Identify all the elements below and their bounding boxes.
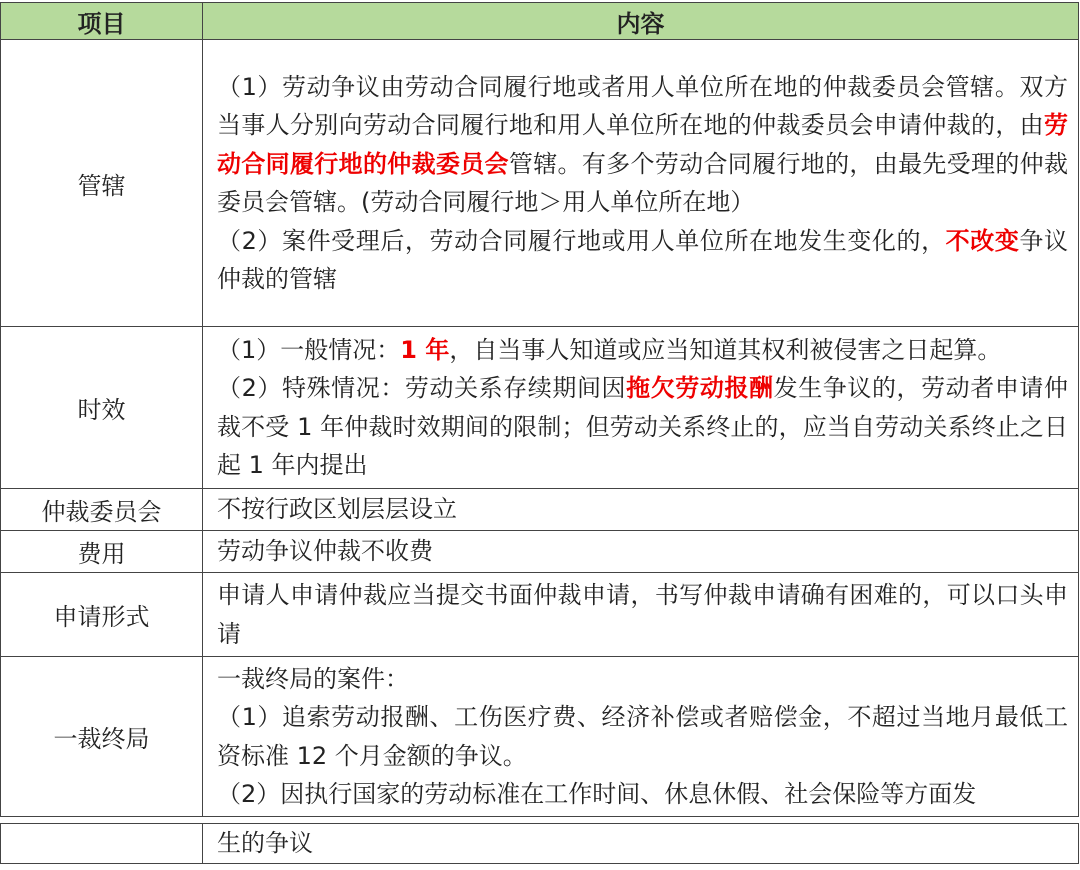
text: 争议仲裁的管辖	[217, 226, 1069, 293]
table-row	[1, 824, 1079, 864]
table-row	[1, 573, 1079, 657]
row-content-continued: 生的争议	[203, 824, 1079, 864]
text: （2）案件受理后，劳动合同履行地或用人单位所在地发生变化的，	[217, 226, 946, 255]
text: 发生争议的，劳动者申请仲裁不受 1 年仲裁时效期间的限制；但劳动关系终止的，应当自劳动关系终止之日起 1 年内提出	[217, 374, 1069, 479]
paragraph: （1）追索劳动报酬、工伤医疗费、经济补偿或者赔偿金，不超过当地月最低工资标准 12 个月金额的争议。	[217, 703, 1068, 770]
table-row	[1, 531, 1079, 573]
row-content-committee: 不按行政区划层层设立	[203, 489, 1079, 531]
row-item-fees: 费用	[1, 531, 203, 573]
table-row	[1, 327, 1079, 489]
row-content-fees: 劳动争议仲裁不收费	[203, 531, 1079, 573]
row-item-committee: 仲裁委员会	[1, 489, 203, 531]
row-content-limitation	[203, 327, 1079, 489]
gap-cell	[203, 817, 1079, 824]
text: ，自当事人知道或应当知道其权利被侵害之日起算。	[449, 335, 1002, 364]
row-content-jurisdiction	[203, 40, 1079, 327]
paragraph	[217, 68, 1068, 222]
highlight-text: 劳动合同履行地的仲裁委员会	[217, 111, 1068, 178]
text: 管辖。有多个劳动合同履行地的，由最先受理的仲裁委员会管辖。(劳动合同履行地＞用人单位所在地）	[217, 149, 1069, 216]
highlight-text: 不改变	[945, 226, 1020, 255]
text: （1）一般情况：	[217, 335, 401, 364]
row-content-final-ruling	[203, 657, 1079, 817]
table-row	[1, 657, 1079, 817]
text: （1）劳动争议由劳动合同履行地或者用人单位所在地的仲裁委员会管辖。双方当事人分别向劳动合同履行地和用人单位所在地的仲裁委员会申请仲裁的，由	[217, 72, 1068, 139]
paragraph	[217, 222, 1068, 299]
paragraph: （2）因执行国家的劳动标准在工作时间、休息休假、社会保险等方面发	[217, 780, 977, 808]
paragraph	[217, 331, 1068, 370]
table-row	[1, 40, 1079, 327]
paragraph	[217, 369, 1068, 485]
header-item: 项目	[1, 3, 203, 40]
header-content: 内容	[203, 3, 1079, 40]
gap-cell	[1, 817, 203, 824]
row-item-final-ruling: 一裁终局	[1, 657, 203, 817]
row-item-application-form: 申请形式	[1, 573, 203, 657]
highlight-text: 拖欠劳动报酬	[626, 374, 774, 402]
row-item-jurisdiction: 管辖	[1, 40, 203, 327]
row-item-continued	[1, 824, 203, 864]
page-break-gap	[1, 817, 1079, 824]
table-row	[1, 489, 1079, 531]
content-table	[0, 2, 1079, 864]
paragraph: 一裁终局的案件：	[217, 664, 409, 693]
text: （2）特殊情况：劳动关系存续期间因	[217, 374, 627, 402]
highlight-text: 1 年	[400, 335, 450, 364]
row-content-application-form: 申请人申请仲裁应当提交书面仲裁申请，书写仲裁申请确有困难的，可以口头申请	[203, 573, 1079, 657]
row-item-limitation: 时效	[1, 327, 203, 489]
table-header-row	[1, 3, 1079, 40]
